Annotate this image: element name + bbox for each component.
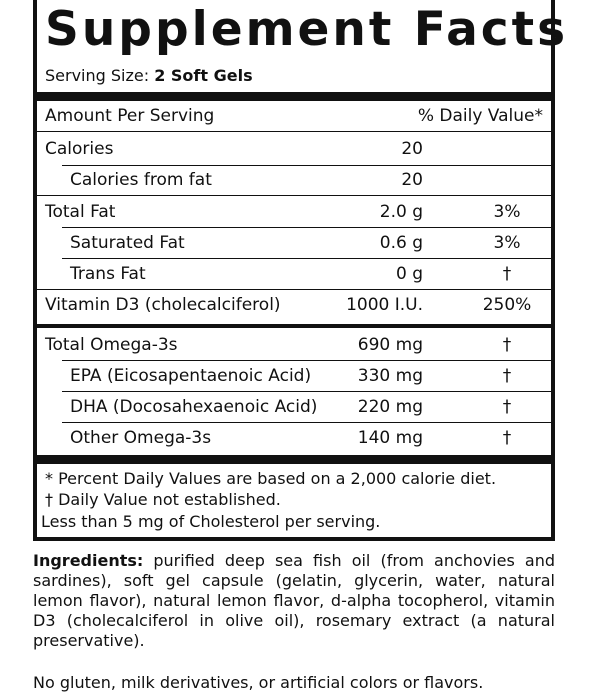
nutrient-amount: 2.0 g xyxy=(379,202,423,222)
ingredients-label: Ingredients: xyxy=(33,551,144,570)
divider xyxy=(37,131,551,132)
nutrient-label: Calories xyxy=(45,139,114,159)
footnote-dagger: † Daily Value not established. xyxy=(45,490,281,509)
nutrient-row-calories-from-fat xyxy=(37,165,551,195)
nutrient-label: Calories from fat xyxy=(70,170,212,190)
nutrient-row-other-omega3 xyxy=(37,423,551,453)
nutrient-row-trans-fat xyxy=(37,259,551,289)
divider-thick-bottom xyxy=(37,455,551,464)
nutrient-amount: 1000 I.U. xyxy=(346,295,423,315)
nutrient-amount: 690 mg xyxy=(357,335,423,355)
serving-size-label: Serving Size: xyxy=(45,66,150,85)
nutrient-daily-value: † xyxy=(502,366,512,386)
nutrient-row-calories xyxy=(37,134,551,164)
nutrient-daily-value: 250% xyxy=(482,295,532,315)
nutrient-row-saturated-fat xyxy=(37,228,551,258)
nutrient-row-dha xyxy=(37,392,551,422)
daily-value-header: % Daily Value* xyxy=(417,106,543,126)
nutrient-row-vitamin-d3 xyxy=(37,290,551,320)
nutrient-label: Total Fat xyxy=(45,202,116,222)
panel-title: Supplement Facts xyxy=(45,2,569,57)
divider-thick-top xyxy=(37,92,551,101)
nutrient-label: Saturated Fat xyxy=(70,233,185,253)
amount-per-serving-header: Amount Per Serving xyxy=(45,106,215,126)
nutrient-label: Other Omega-3s xyxy=(70,428,212,448)
nutrient-daily-value: 3% xyxy=(493,202,521,222)
nutrient-amount: 220 mg xyxy=(357,397,423,417)
divider-medium xyxy=(37,324,551,328)
nutrient-row-epa xyxy=(37,361,551,391)
nutrient-label: Vitamin D3 (cholecalciferol) xyxy=(45,295,281,315)
divider xyxy=(37,195,551,196)
ingredients-statement xyxy=(33,551,555,651)
nutrient-amount: 140 mg xyxy=(357,428,423,448)
nutrient-row-total-fat xyxy=(37,197,551,227)
nutrient-amount: 330 mg xyxy=(357,366,423,386)
nutrient-row-total-omega3 xyxy=(37,330,551,360)
footnote-daily-values: * Percent Daily Values are based on a 2,000 calorie diet. xyxy=(45,469,497,488)
ingredients-text: purified deep sea fish oil (from anchovies and sardines), soft gel capsule (gelatin, glycerin, water, natural lemon flavor), natural lemon flavor, d-alpha tocopherol, vitamin D3 (cholecalciferol in olive oil), rosemary extract (a natural preservative). xyxy=(33,551,555,650)
nutrient-daily-value: 3% xyxy=(493,233,521,253)
nutrient-amount: 0.6 g xyxy=(379,233,423,253)
footnote-cholesterol: Less than 5 mg of Cholesterol per serving. xyxy=(41,512,381,531)
nutrient-label: Trans Fat xyxy=(70,264,146,284)
nutrient-daily-value: † xyxy=(502,335,512,355)
nutrient-amount: 20 xyxy=(401,139,423,159)
serving-size-value: 2 Soft Gels xyxy=(154,66,253,85)
nutrient-label: DHA (Docosahexaenoic Acid) xyxy=(70,397,318,417)
nutrient-amount: 0 g xyxy=(395,264,423,284)
nutrient-amount: 20 xyxy=(401,170,423,190)
header-row xyxy=(37,101,551,131)
nutrient-daily-value: † xyxy=(502,397,512,417)
serving-size xyxy=(45,66,253,86)
nutrient-daily-value: † xyxy=(502,264,512,284)
nutrient-label: EPA (Eicosapentaenoic Acid) xyxy=(70,366,312,386)
supplement-facts-panel xyxy=(33,0,569,541)
nutrient-daily-value: † xyxy=(502,428,512,448)
nutrient-label: Total Omega-3s xyxy=(45,335,178,355)
allergen-note: No gluten, milk derivatives, or artificial colors or flavors. xyxy=(33,673,484,692)
